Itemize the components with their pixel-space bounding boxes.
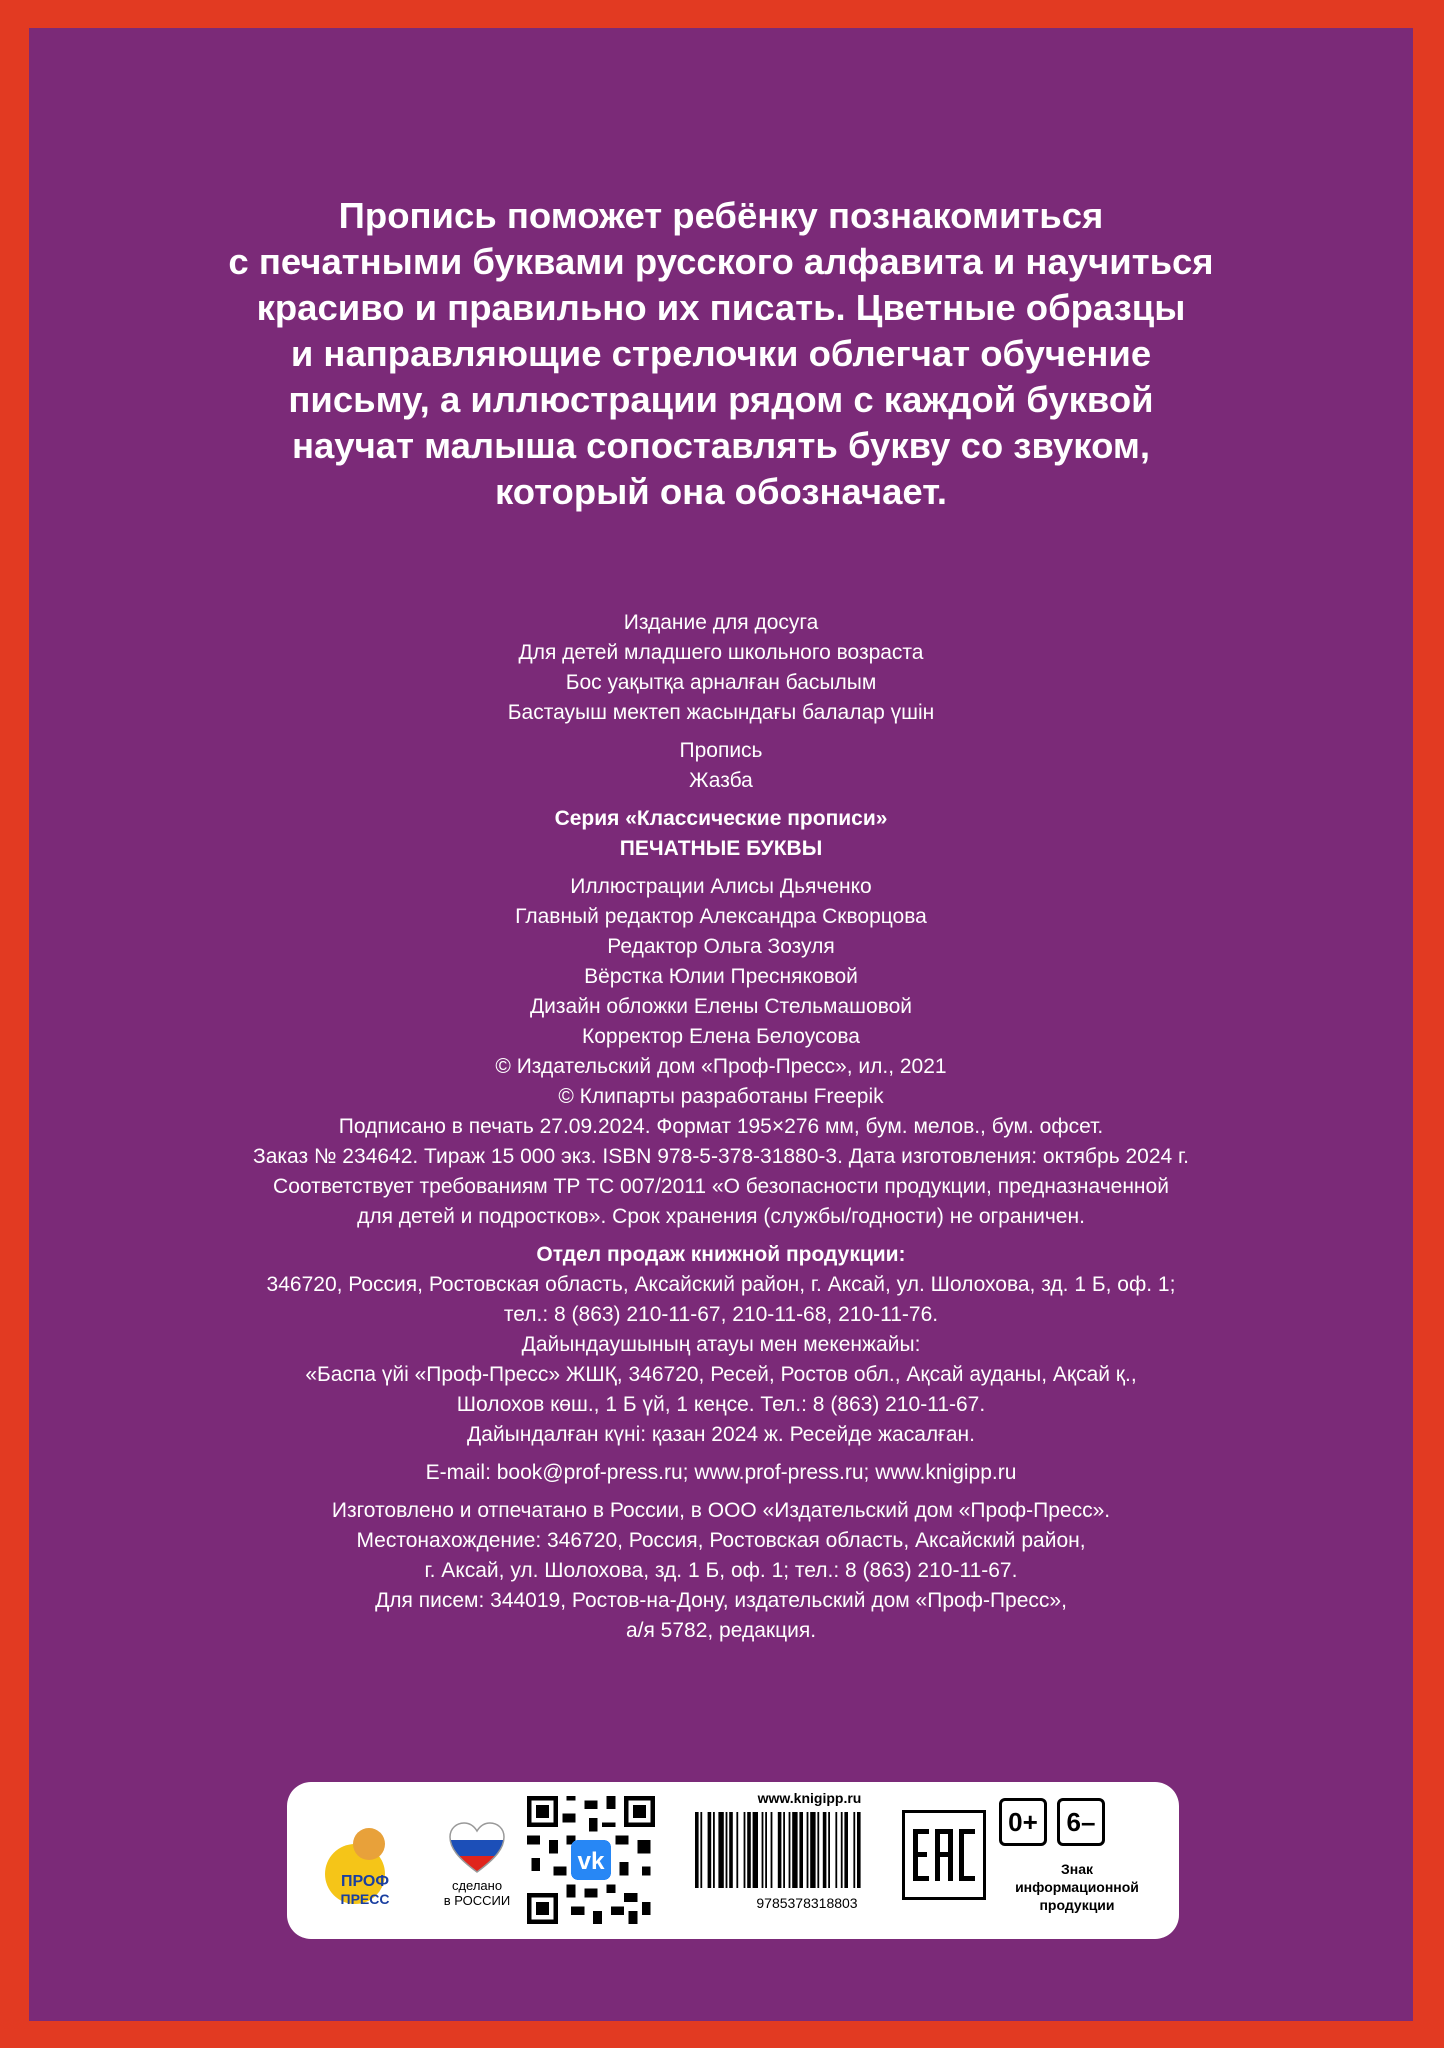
- print-info-line: для детей и подростков». Срок хранения (службы/годности) не ограничен.: [357, 1205, 1085, 1228]
- credit-line: Редактор Ольга Зозуля: [607, 935, 835, 958]
- back-cover-panel: [29, 28, 1413, 2021]
- description-line: научат малыша сопоставлять букву со звуком,: [291, 425, 1151, 466]
- sales-line: тел.: 8 (863) 210-11-67, 210-11-68, 210-11-76.: [503, 1303, 939, 1326]
- edition-line: Бос уақытқа арналған басылым: [565, 671, 877, 694]
- description-line: и направляющие стрелочки облегчат обучение: [290, 333, 1152, 374]
- sales-line: Шолохов көш., 1 Б үй, 1 кеңсе. Тел.: 8 (863) 210-11-67.: [456, 1393, 986, 1416]
- print-info-line: Соответствует требованиям ТР ТС 007/2011 «О безопасности продукции, предназначенной: [273, 1175, 1169, 1198]
- credit-line: Главный редактор Александра Скворцова: [515, 905, 927, 928]
- made-in-line: сделано: [451, 1878, 503, 1893]
- series-title: Серия «Классические прописи»: [554, 807, 888, 830]
- description-line: письму, а иллюстрации рядом с каждой буквой: [288, 379, 1154, 420]
- info-strip: [287, 1782, 1179, 1939]
- sales-line: Дайындаушының атауы мен мекенжайы:: [521, 1333, 921, 1356]
- manufacturer-line: Для писем: 344019, Ростов-на-Дону, издательский дом «Проф-Пресс»,: [375, 1589, 1067, 1612]
- copyright-line: © Клипарты разработаны Freepik: [558, 1085, 884, 1108]
- book-title: ПЕЧАТНЫЕ БУКВЫ: [619, 837, 823, 860]
- manufacturer-line: Изготовлено и отпечатано в России, в ООО «Издательский дом «Проф-Пресс».: [331, 1499, 1111, 1522]
- print-info-line: Подписано в печать 27.09.2024. Формат 195×276 мм, бум. мелов., бум. офсет.: [338, 1115, 1104, 1138]
- age-rating-6: 6–: [1057, 1798, 1105, 1846]
- made-in-russia-badge: [437, 1822, 517, 1908]
- barcode-url: www.knigipp.ru: [757, 1790, 862, 1806]
- description-line: с печатными буквами русского алфавита и научиться: [228, 241, 1214, 282]
- znak-line: Знак: [1060, 1861, 1094, 1877]
- copyright-line: © Издательский дом «Проф-Пресс», ил., 2021: [495, 1055, 947, 1078]
- sales-line: 346720, Россия, Ростовская область, Аксайский район, г. Аксай, ул. Шолохова, зд. 1 Б, оф. 1;: [266, 1273, 1176, 1296]
- logo-text-bottom: ПРЕСС: [340, 1891, 390, 1907]
- description-line: Пропись поможет ребёнку познакомиться: [338, 195, 1104, 236]
- publisher-logo-icon: [325, 1814, 403, 1910]
- qr-code-icon: [527, 1796, 655, 1924]
- info-product-sign: [987, 1860, 1167, 1914]
- age-rating-0-plus: 0+: [999, 1798, 1047, 1846]
- contact-email: E-mail: book@prof-press.ru; www.prof-press.ru; www.knigipp.ru: [425, 1461, 1017, 1484]
- description-line: красиво и правильно их писать. Цветные образцы: [256, 287, 1186, 328]
- credit-line: Дизайн обложки Елены Стельмашовой: [529, 995, 913, 1018]
- genre-line: Жазба: [689, 769, 753, 792]
- eac-icon: [911, 1825, 977, 1885]
- sales-line: «Баспа үйі «Проф-Пресс» ЖШҚ, 346720, Ресей, Ростов обл., Ақсай ауданы, Ақсай қ.,: [305, 1363, 1137, 1386]
- logo-text-top: ПРОФ: [340, 1873, 390, 1890]
- description-line: который она обозначает.: [494, 471, 948, 512]
- sales-heading: Отдел продаж книжной продукции:: [536, 1243, 906, 1266]
- svg-text:vk: vk: [577, 1847, 605, 1875]
- eac-mark: [902, 1810, 986, 1900]
- manufacturer-line: Местонахождение: 346720, Россия, Ростовская область, Аксайский район,: [356, 1529, 1086, 1552]
- imprint-block: [29, 608, 1413, 1646]
- edition-line: Для детей младшего школьного возраста: [518, 641, 924, 664]
- manufacturer-line: а/я 5782, редакция.: [625, 1619, 817, 1642]
- sales-line: Дайындалған күні: қазан 2024 ж. Ресейде жасалған.: [467, 1423, 975, 1446]
- edition-line: Издание для досуга: [623, 611, 819, 634]
- barcode-digits: 9785378318803: [756, 1895, 858, 1911]
- znak-line: продукции: [1039, 1897, 1115, 1913]
- manufacturer-line: г. Аксай, ул. Шолохова, зд. 1 Б, оф. 1; тел.: 8 (863) 210-11-67.: [424, 1559, 1018, 1582]
- made-in-line: в РОССИИ: [443, 1893, 511, 1908]
- edition-line: Бастауыш мектеп жасындағы балалар үшін: [507, 701, 935, 724]
- credit-line: Вёрстка Юлии Пресняковой: [584, 965, 858, 988]
- znak-line: информационной: [1015, 1879, 1139, 1895]
- print-info-line: Заказ № 234642. Тираж 15 000 экз. ISBN 978-5-378-31880-3. Дата изготовления: октябрь 2024 г.: [253, 1145, 1189, 1168]
- credit-line: Иллюстрации Алисы Дьяченко: [570, 875, 872, 898]
- description-text: [29, 193, 1413, 515]
- barcode-icon: [687, 1812, 927, 1912]
- genre-line: Пропись: [679, 739, 763, 762]
- russia-heart-icon: [448, 1822, 506, 1874]
- credit-line: Корректор Елена Белоусова: [582, 1025, 860, 1048]
